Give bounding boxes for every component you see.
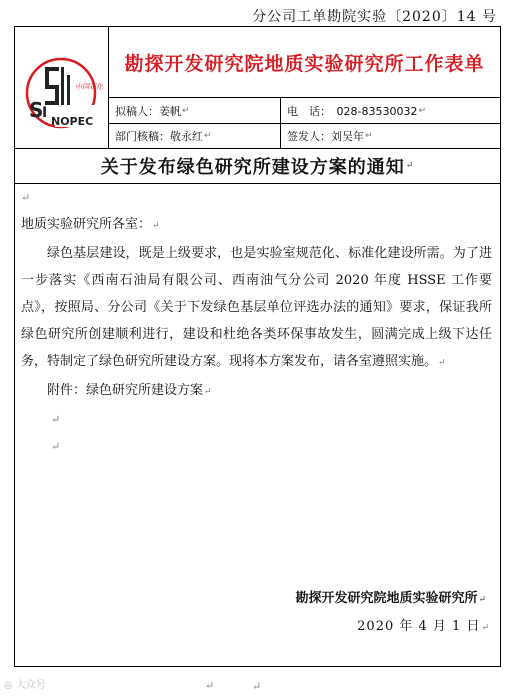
form-title-text: 勘探开发研究院地质实验研究所工作表单 <box>124 52 485 75</box>
phone-field <box>281 98 500 123</box>
info-row-2 <box>109 124 500 148</box>
return-mark-icon: ↵ <box>204 387 212 397</box>
svg-text:中国石化: 中国石化 <box>75 83 103 91</box>
sinopec-logo-icon <box>15 27 108 148</box>
return-mark-icon: ↵ <box>252 680 262 693</box>
attachment-text: 附件：绿色研究所建设方案 <box>47 383 204 398</box>
body-paragraph-text: 绿色基层建设，既是上级要求，也是实验室规范化、标准化建设所需。为了进一步落实《西南石油局有限公司、西南油气分公司 2020 年度 HSSE 工作要点》，按照局、分公司《关于下发绿色基层单位评选办法的通知》要求，保证我所绿色研究所创建顺利进行，建设和杜绝各类环保事故发生，圆满完成上级下达任务，特制定了绿色研究所建设方案。现将本方案发布，请各室遵照实施。 <box>21 246 492 369</box>
watermark-icon: ◎ 大众号 <box>4 680 46 691</box>
sinopec-logo <box>15 27 109 148</box>
return-mark-icon: ↵ <box>478 595 486 605</box>
return-mark-icon: ↵ <box>365 131 373 141</box>
drafter-text: 拟稿人：姜帆 <box>115 104 181 118</box>
svg-text:I: I <box>42 105 48 121</box>
svg-text:S: S <box>29 98 44 122</box>
phone-text: 电 话： 028-83530032 <box>287 104 418 118</box>
date <box>357 615 490 634</box>
return-mark-icon: ↵ <box>51 440 61 453</box>
return-mark-icon: ↵ <box>481 623 490 633</box>
signoff <box>295 587 486 606</box>
salutation-text: 地质实验研究所各室： <box>21 217 152 232</box>
return-mark-icon: ↵ <box>51 413 61 426</box>
date-text: 2020 年 4 月 1 日 <box>357 619 481 634</box>
return-mark-icon: ↵ <box>152 221 160 231</box>
info-row-1 <box>109 98 500 124</box>
review-text: 部门核稿：敬永红 <box>115 130 203 143</box>
return-mark-icon: ↵ <box>438 358 446 368</box>
signer-field <box>281 124 500 148</box>
signer-text: 签发人：刘吴年 <box>287 130 364 143</box>
doc-number: 分公司工单勘院实验〔2020〕14 号 <box>252 9 497 25</box>
return-mark-icon: ↵ <box>205 679 215 692</box>
body-paragraph <box>21 240 492 377</box>
form-header <box>15 27 500 149</box>
signoff-text: 勘探开发研究院地质实验研究所 <box>295 591 478 606</box>
review-field <box>109 124 281 148</box>
drafter-field <box>109 98 281 123</box>
form-title <box>109 27 500 98</box>
salutation <box>21 211 492 240</box>
attachment-line <box>21 377 492 406</box>
notice-body <box>21 184 492 460</box>
return-mark-icon: ↵ <box>405 161 415 171</box>
return-mark-icon: ↵ <box>182 105 190 116</box>
return-mark-icon: ↵ <box>21 191 31 204</box>
notice-title-text: 关于发布绿色研究所建设方案的通知 <box>100 157 405 178</box>
return-mark-icon: ↵ <box>418 105 426 116</box>
svg-text:NOPEC: NOPEC <box>51 115 94 128</box>
notice-title <box>15 149 500 184</box>
return-mark-icon: ↵ <box>204 131 212 141</box>
